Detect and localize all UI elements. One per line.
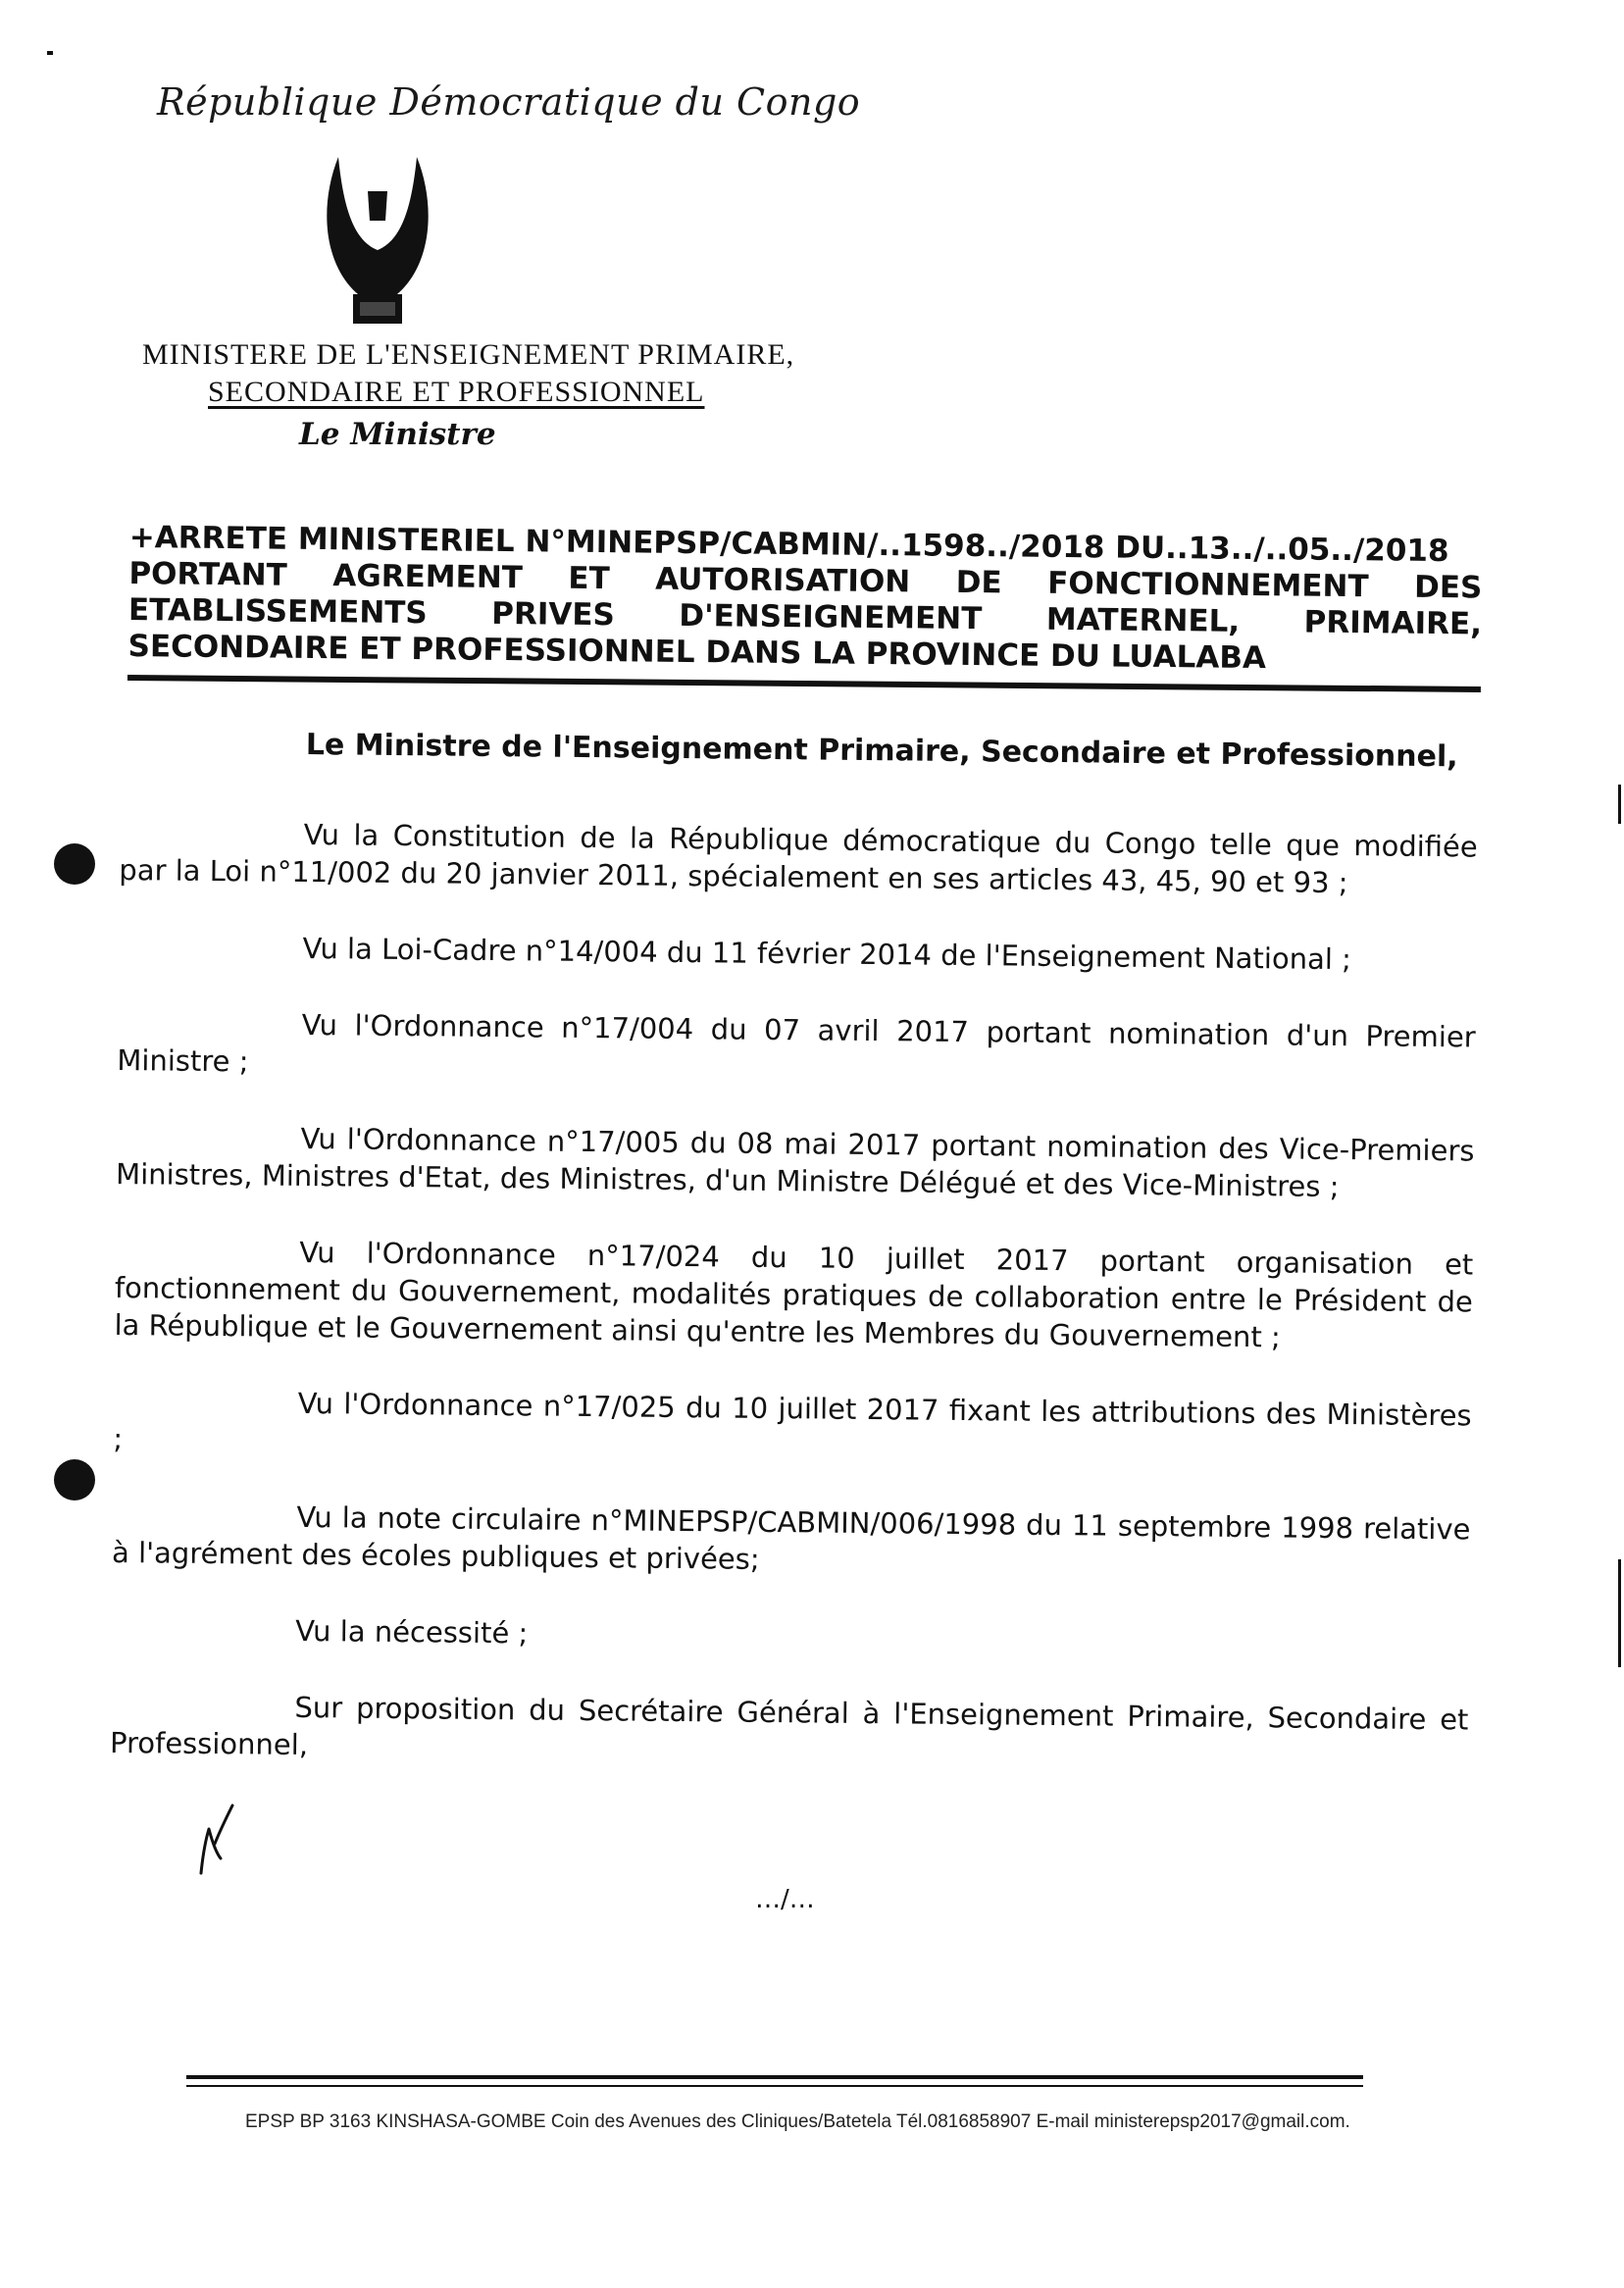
punch-hole-mark xyxy=(54,1459,95,1500)
footer-divider xyxy=(186,2085,1363,2087)
republic-name: République Démocratique du Congo xyxy=(157,80,861,124)
preamble-paragraph: Sur proposition du Secrétaire Général à l'Enseignement Primaire, Secondaire et Professionnel, xyxy=(109,1690,1469,1762)
preamble-paragraph: Vu l'Ordonnance n°17/005 du 08 mai 2017 portant nomination des Vice-Premiers Ministres, Ministres d'Etat, des Ministres, d'un Ministre Délégué et des Vice-Ministres ; xyxy=(115,1121,1475,1204)
preamble-paragraph: Vu l'Ordonnance n°17/004 du 07 avril 2017 portant nomination d'un Premier Ministre ; xyxy=(117,1007,1476,1079)
preamble-paragraph: Vu la note circulaire n°MINEPSP/CABMIN/006/1998 du 11 septembre 1998 relative à l'agrément des écoles publiques et privées; xyxy=(111,1500,1471,1576)
footer-contact: EPSP BP 3163 KINSHASA-GOMBE Coin des Avenues des Cliniques/Batetela Tél.0816858907 E-mail ministerepsp2017@gmail.com. xyxy=(245,2111,1350,2132)
scan-edge-mark xyxy=(1618,785,1621,824)
preamble-paragraph: Vu l'Ordonnance n°17/024 du 10 juillet 2017 portant organisation et fonctionnement du Gouvernement, modalités pratiques de collaboration entre le Président de la République et le Gouvernement ainsi qu'entre les Membres du Gouvernement ; xyxy=(114,1235,1474,1354)
decree-preamble xyxy=(109,814,1477,1814)
decree-title-line: PORTANT AGREMENT ET AUTORISATION DE FONCTIONNEMENT DES xyxy=(128,555,1483,606)
continuation-marker: …/… xyxy=(755,1885,815,1914)
scan-speck xyxy=(47,51,53,55)
preamble-paragraph: Vu la Constitution de la République démocratique du Congo telle que modifiée par la Loi n°11/002 du 20 janvier 2011, spécialement en ses articles 43, 45, 90 et 93 ; xyxy=(119,817,1478,900)
decree-title xyxy=(127,520,1482,679)
handwritten-initials-mark xyxy=(191,1800,240,1878)
preamble-paragraph: Vu l'Ordonnance n°17/025 du 10 juillet 2017 fixant les attributions des Ministères ; xyxy=(113,1386,1472,1456)
scan-edge-mark xyxy=(1618,1559,1621,1667)
decree-title-line: SECONDAIRE ET PROFESSIONNEL DANS LA PROVINCE DU LUALABA xyxy=(127,628,1267,677)
preamble-paragraph: Vu la Loi-Cadre n°14/004 du 11 février 2014 de l'Enseignement National ; xyxy=(302,931,1352,977)
coat-of-arms-emblem xyxy=(319,147,436,329)
preamble-paragraph: Vu la nécessité ; xyxy=(295,1613,529,1651)
minister-heading: Le Ministre de l'Enseignement Primaire, Secondaire et Professionnel, xyxy=(305,728,1458,775)
decree-title-line: +ARRETE MINISTERIEL N°MINEPSP/CABMIN/..1598../2018 DU..13../..05../2018 xyxy=(128,520,1449,570)
footer-divider xyxy=(186,2075,1363,2079)
title-divider xyxy=(127,675,1481,692)
ministry-name-line2: SECONDAIRE ET PROFESSIONNEL xyxy=(208,376,705,408)
punch-hole-mark xyxy=(54,843,95,885)
ministry-name-line1: MINISTERE DE L'ENSEIGNEMENT PRIMAIRE, xyxy=(142,338,795,371)
office-title: Le Ministre xyxy=(299,417,496,452)
decree-title-line: ETABLISSEMENTS PRIVES D'ENSEIGNEMENT MATERNEL, PRIMAIRE, xyxy=(127,591,1483,642)
